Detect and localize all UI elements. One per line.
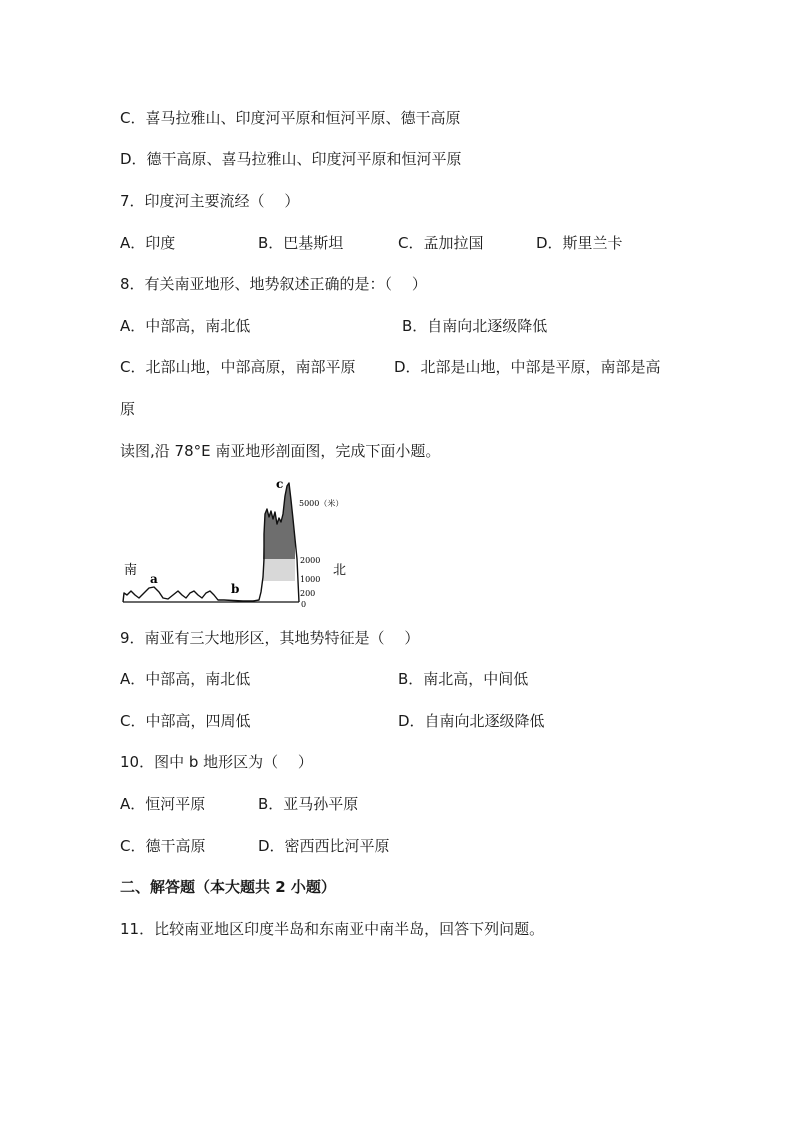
tick-200: 200 — [300, 589, 316, 598]
q10-stem: 10．图中 b 地形区为（ ） — [120, 753, 313, 771]
q8-option-b: B．自南向北逐级降低 — [402, 317, 548, 335]
section-2-title: 二、解答题（本大题共 2 小题） — [120, 878, 336, 896]
q10-option-b: B．亚马孙平原 — [258, 795, 359, 813]
q9-option-a: A．中部高，南北低 — [120, 670, 251, 688]
label-c: c — [276, 477, 284, 491]
south-label: 南 — [124, 563, 138, 578]
q9-option-c: C．中部高，四周低 — [120, 712, 251, 730]
q7-option-c: C．孟加拉国 — [398, 234, 484, 252]
q8-option-d: D．北部是山地，中部是平原，南部是高 — [394, 358, 661, 376]
q7-option-d: D．斯里兰卡 — [536, 234, 623, 252]
q8-option-a: A．中部高，南北低 — [120, 317, 251, 335]
q8-option-c: C．北部山地，中部高原，南部平原 — [120, 358, 356, 376]
label-a: a — [150, 572, 158, 586]
q6-option-c: C．喜马拉雅山、印度河平原和恒河平原、德干高原 — [120, 109, 461, 127]
tick-5000: 5000（米） — [299, 499, 344, 508]
tick-2000: 2000 — [300, 556, 321, 565]
q8-stem: 8．有关南亚地形、地势叙述正确的是：（ ） — [120, 275, 427, 293]
q9-option-d: D．自南向北逐级降低 — [398, 712, 545, 730]
figure-intro: 读图,沿 78°E 南亚地形剖面图，完成下面小题。 — [120, 442, 441, 460]
q11-stem: 11．比较南亚地区印度半岛和东南亚中南半岛，回答下列问题。 — [120, 920, 545, 938]
q7-stem: 7．印度河主要流经（ ） — [120, 192, 300, 210]
label-b: b — [231, 582, 240, 596]
q8-option-d-continued: 原 — [120, 400, 136, 418]
q7-option-a: A．印度 — [120, 234, 176, 252]
q10-option-d: D．密西西比河平原 — [258, 837, 390, 855]
q10-option-a: A．恒河平原 — [120, 795, 206, 813]
q7-option-b: B．巴基斯坦 — [258, 234, 344, 252]
q6-option-d: D．德干高原、喜马拉雅山、印度河平原和恒河平原 — [120, 150, 462, 168]
q9-stem: 9．南亚有三大地形区，其地势特征是（ ） — [120, 629, 420, 647]
tick-1000: 1000 — [300, 575, 321, 584]
elevation-band-1000-2000 — [263, 559, 295, 581]
north-label: 北 — [333, 563, 347, 578]
terrain-profile-figure — [118, 474, 368, 614]
q10-option-c: C．德干高原 — [120, 837, 206, 855]
tick-0: 0 — [301, 600, 307, 609]
q9-option-b: B．南北高，中间低 — [398, 670, 529, 688]
